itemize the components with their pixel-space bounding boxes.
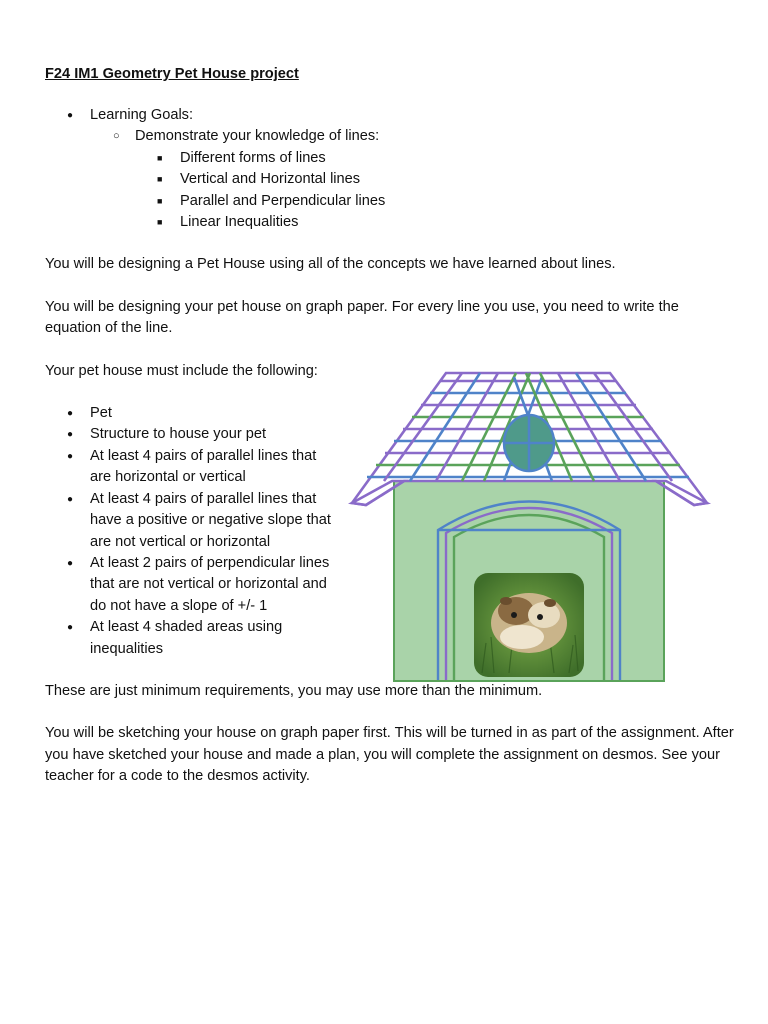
requirement-item: ● At least 2 pairs of perpendicular lines that are not vertical or horizontal and do not have a slope of +/- 1: [45, 553, 335, 617]
requirements-list: [45, 403, 335, 660]
goal-item: ■ Linear Inequalities: [135, 212, 735, 233]
round-window: [504, 415, 554, 471]
learning-goals-item: [45, 105, 735, 233]
goal-item: ■ Parallel and Perpendicular lines: [135, 191, 735, 212]
requirement-item: ● At least 4 pairs of parallel lines that are horizontal or vertical: [45, 446, 335, 489]
requirements-intro: Your pet house must include the following:: [45, 362, 318, 379]
guinea-pig-photo: [474, 573, 584, 677]
pet-house-illustration: [344, 353, 718, 703]
learning-goals-heading: Learning Goals:: [90, 107, 194, 123]
requirement-item: ● At least 4 pairs of parallel lines that have a positive or negative slope that are not vertical or horizontal: [45, 489, 335, 553]
requirement-item: ● Structure to house your pet: [45, 424, 335, 445]
graph-paper-paragraph: You will be designing your pet house on graph paper. For every line you use, you need to write the equation of the line.: [45, 298, 679, 337]
goal-sub-label: Demonstrate your knowledge of lines:: [135, 128, 380, 145]
document-page: [45, 64, 735, 788]
intro-paragraph: You will be designing a Pet House using all of the concepts we have learned about lines.: [45, 256, 616, 273]
goal-item: ■ Vertical and Horizontal lines: [135, 169, 735, 190]
requirement-item: ● Pet: [45, 403, 335, 424]
learning-goals-list: [45, 105, 735, 233]
goal-item: ■ Different forms of lines: [135, 148, 735, 169]
minimum-note: These are just minimum requirements, you may use more than the minimum.: [45, 682, 543, 699]
requirement-item: ● At least 4 shaded areas using inequalities: [45, 617, 335, 660]
sketching-paragraph: You will be sketching your house on graph paper first. This will be turned in as part of the assignment. After you have sketched your house and made a plan, you will complete the assignment on desmos. See your teacher for a code to the desmos activity.: [45, 725, 734, 785]
document-title: F24 IM1 Geometry Pet House project: [45, 66, 299, 82]
requirements-section: [45, 361, 735, 660]
goal-sub-item: [90, 126, 735, 233]
